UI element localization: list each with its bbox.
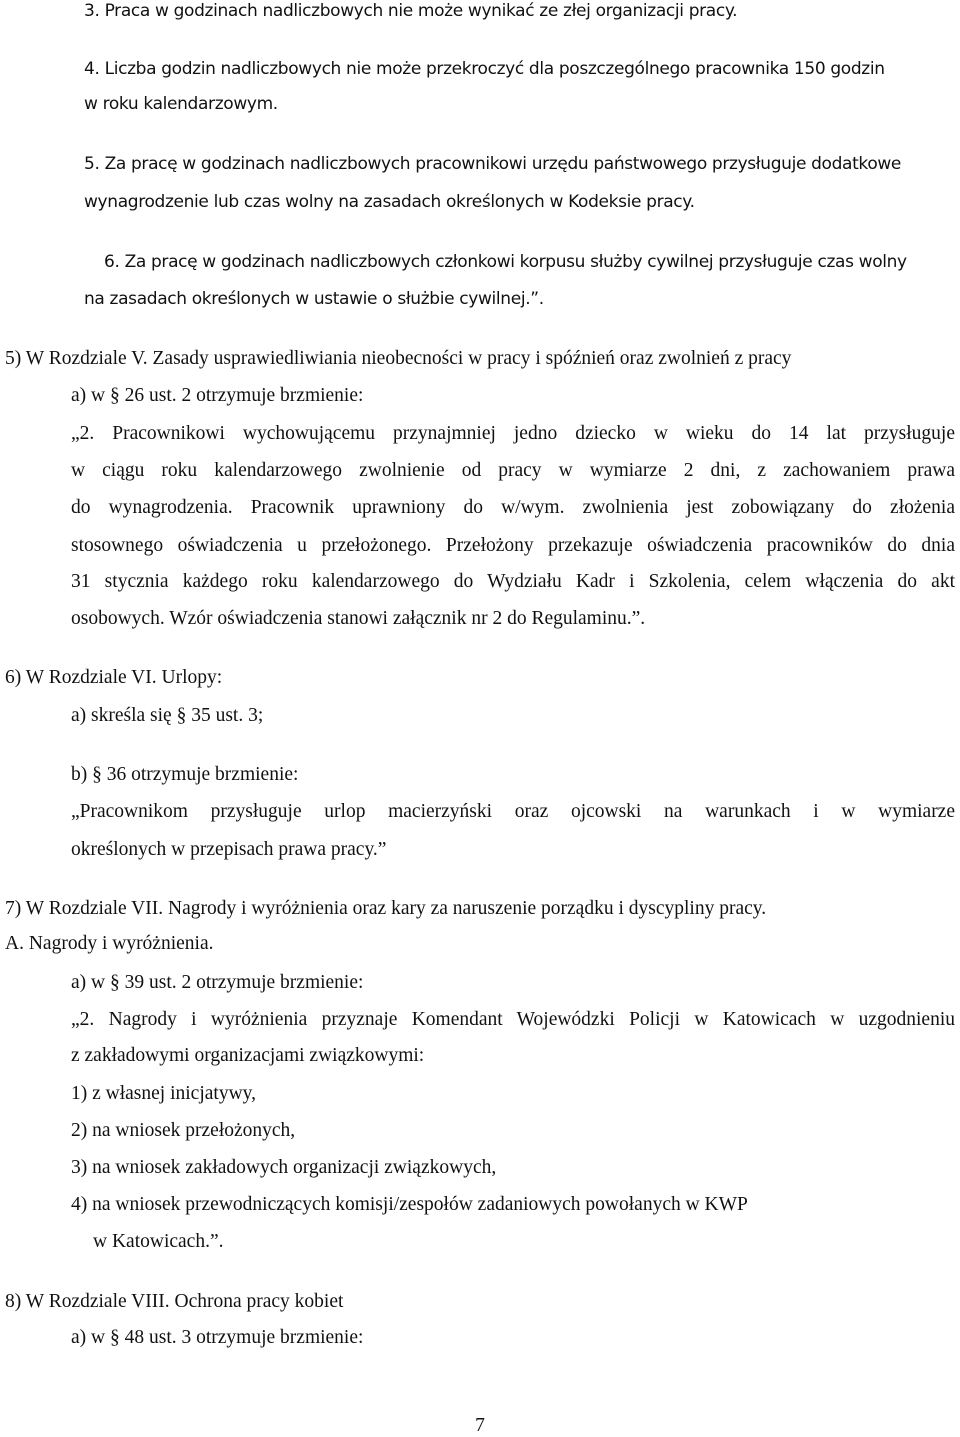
list-item-2: 2) na wniosek przełożonych, (71, 1120, 296, 1141)
section-7-item-a: a) w § 39 ust. 2 otrzymuje brzmienie: (71, 972, 364, 993)
quote-paragraph-39-line-1: „2. Nagrody i wyróżnienia przyznaje Komendant Wojewódzki Policji w Katowicach w uzgodnieniu (71, 1009, 955, 1030)
paragraph-5-line-2: wynagrodzenie lub czas wolny na zasadach określonych w Kodeksie pracy. (84, 192, 695, 212)
list-item-3: 3) na wniosek zakładowych organizacji związkowych, (71, 1157, 497, 1178)
paragraph-3-line-1: 3. Praca w godzinach nadliczbowych nie może wynikać ze złej organizacji pracy. (84, 1, 738, 21)
page-number: 7 (475, 1415, 485, 1436)
quote-paragraph-2-line-4: stosownego oświadczenia u przełożonego. Przełożony przekazuje oświadczenia pracowników do dnia (71, 535, 955, 556)
section-5-item-a: a) w § 26 ust. 2 otrzymuje brzmienie: (71, 385, 364, 406)
quote-paragraph-36-line-1: „Pracownikom przysługuje urlop macierzyński oraz ojcowski na warunkach i w wymiarze (71, 801, 955, 822)
quote-paragraph-2-line-6: osobowych. Wzór oświadczenia stanowi załącznik nr 2 do Regulaminu.”. (71, 608, 646, 629)
quote-paragraph-36-line-2: określonych w przepisach prawa pracy.” (71, 839, 387, 860)
section-5-heading: 5) W Rozdziale V. Zasady usprawiedliwiania nieobecności w pracy i spóźnień oraz zwolnień z pracy (5, 348, 792, 369)
quote-paragraph-2-line-5: 31 stycznia każdego roku kalendarzowego do Wydziału Kadr i Szkolenia, celem włączenia do akt (71, 571, 955, 592)
list-item-1: 1) z własnej inicjatywy, (71, 1083, 257, 1104)
section-6-item-a: a) skreśla się § 35 ust. 3; (71, 705, 264, 726)
section-7-subheading-a: A. Nagrody i wyróżnienia. (5, 933, 214, 954)
paragraph-5-line-1: 5. Za pracę w godzinach nadliczbowych pracownikowi urzędu państwowego przysługuje dodatkowe (84, 154, 902, 174)
paragraph-4-line-2: w roku kalendarzowym. (84, 94, 278, 114)
list-item-4-line-2: w Katowicach.”. (93, 1231, 224, 1252)
section-6-heading: 6) W Rozdziale VI. Urlopy: (5, 667, 223, 688)
list-item-4-line-1: 4) na wniosek przewodniczących komisji/zespołów zadaniowych powołanych w KWP (71, 1194, 748, 1215)
quote-paragraph-2-line-2: w ciągu roku kalendarzowego zwolnienie od pracy w wymiarze 2 dni, z zachowaniem prawa (71, 460, 955, 481)
quote-paragraph-2-line-3: do wynagrodzenia. Pracownik uprawniony do w/wym. zwolnienia jest zobowiązany do złożenia (71, 497, 955, 518)
section-8-item-a: a) w § 48 ust. 3 otrzymuje brzmienie: (71, 1327, 364, 1348)
section-8-heading: 8) W Rozdziale VIII. Ochrona pracy kobiet (5, 1291, 344, 1312)
paragraph-6-line-1: 6. Za pracę w godzinach nadliczbowych członkowi korpusu służby cywilnej przysługuje czas wolny (104, 252, 907, 272)
section-6-item-b: b) § 36 otrzymuje brzmienie: (71, 764, 299, 785)
paragraph-6-line-2: na zasadach określonych w ustawie o służbie cywilnej.”. (84, 289, 544, 309)
section-7-heading: 7) W Rozdziale VII. Nagrody i wyróżnienia oraz kary za naruszenie porządku i dyscypliny pracy. (5, 898, 767, 919)
quote-paragraph-39-line-2: z zakładowymi organizacjami związkowymi: (71, 1045, 425, 1066)
quote-paragraph-2-line-1: „2. Pracownikowi wychowującemu przynajmniej jedno dziecko w wieku do 14 lat przysługuje (71, 423, 955, 444)
paragraph-4-line-1: 4. Liczba godzin nadliczbowych nie może przekroczyć dla poszczególnego pracownika 150 godzin (84, 59, 885, 79)
